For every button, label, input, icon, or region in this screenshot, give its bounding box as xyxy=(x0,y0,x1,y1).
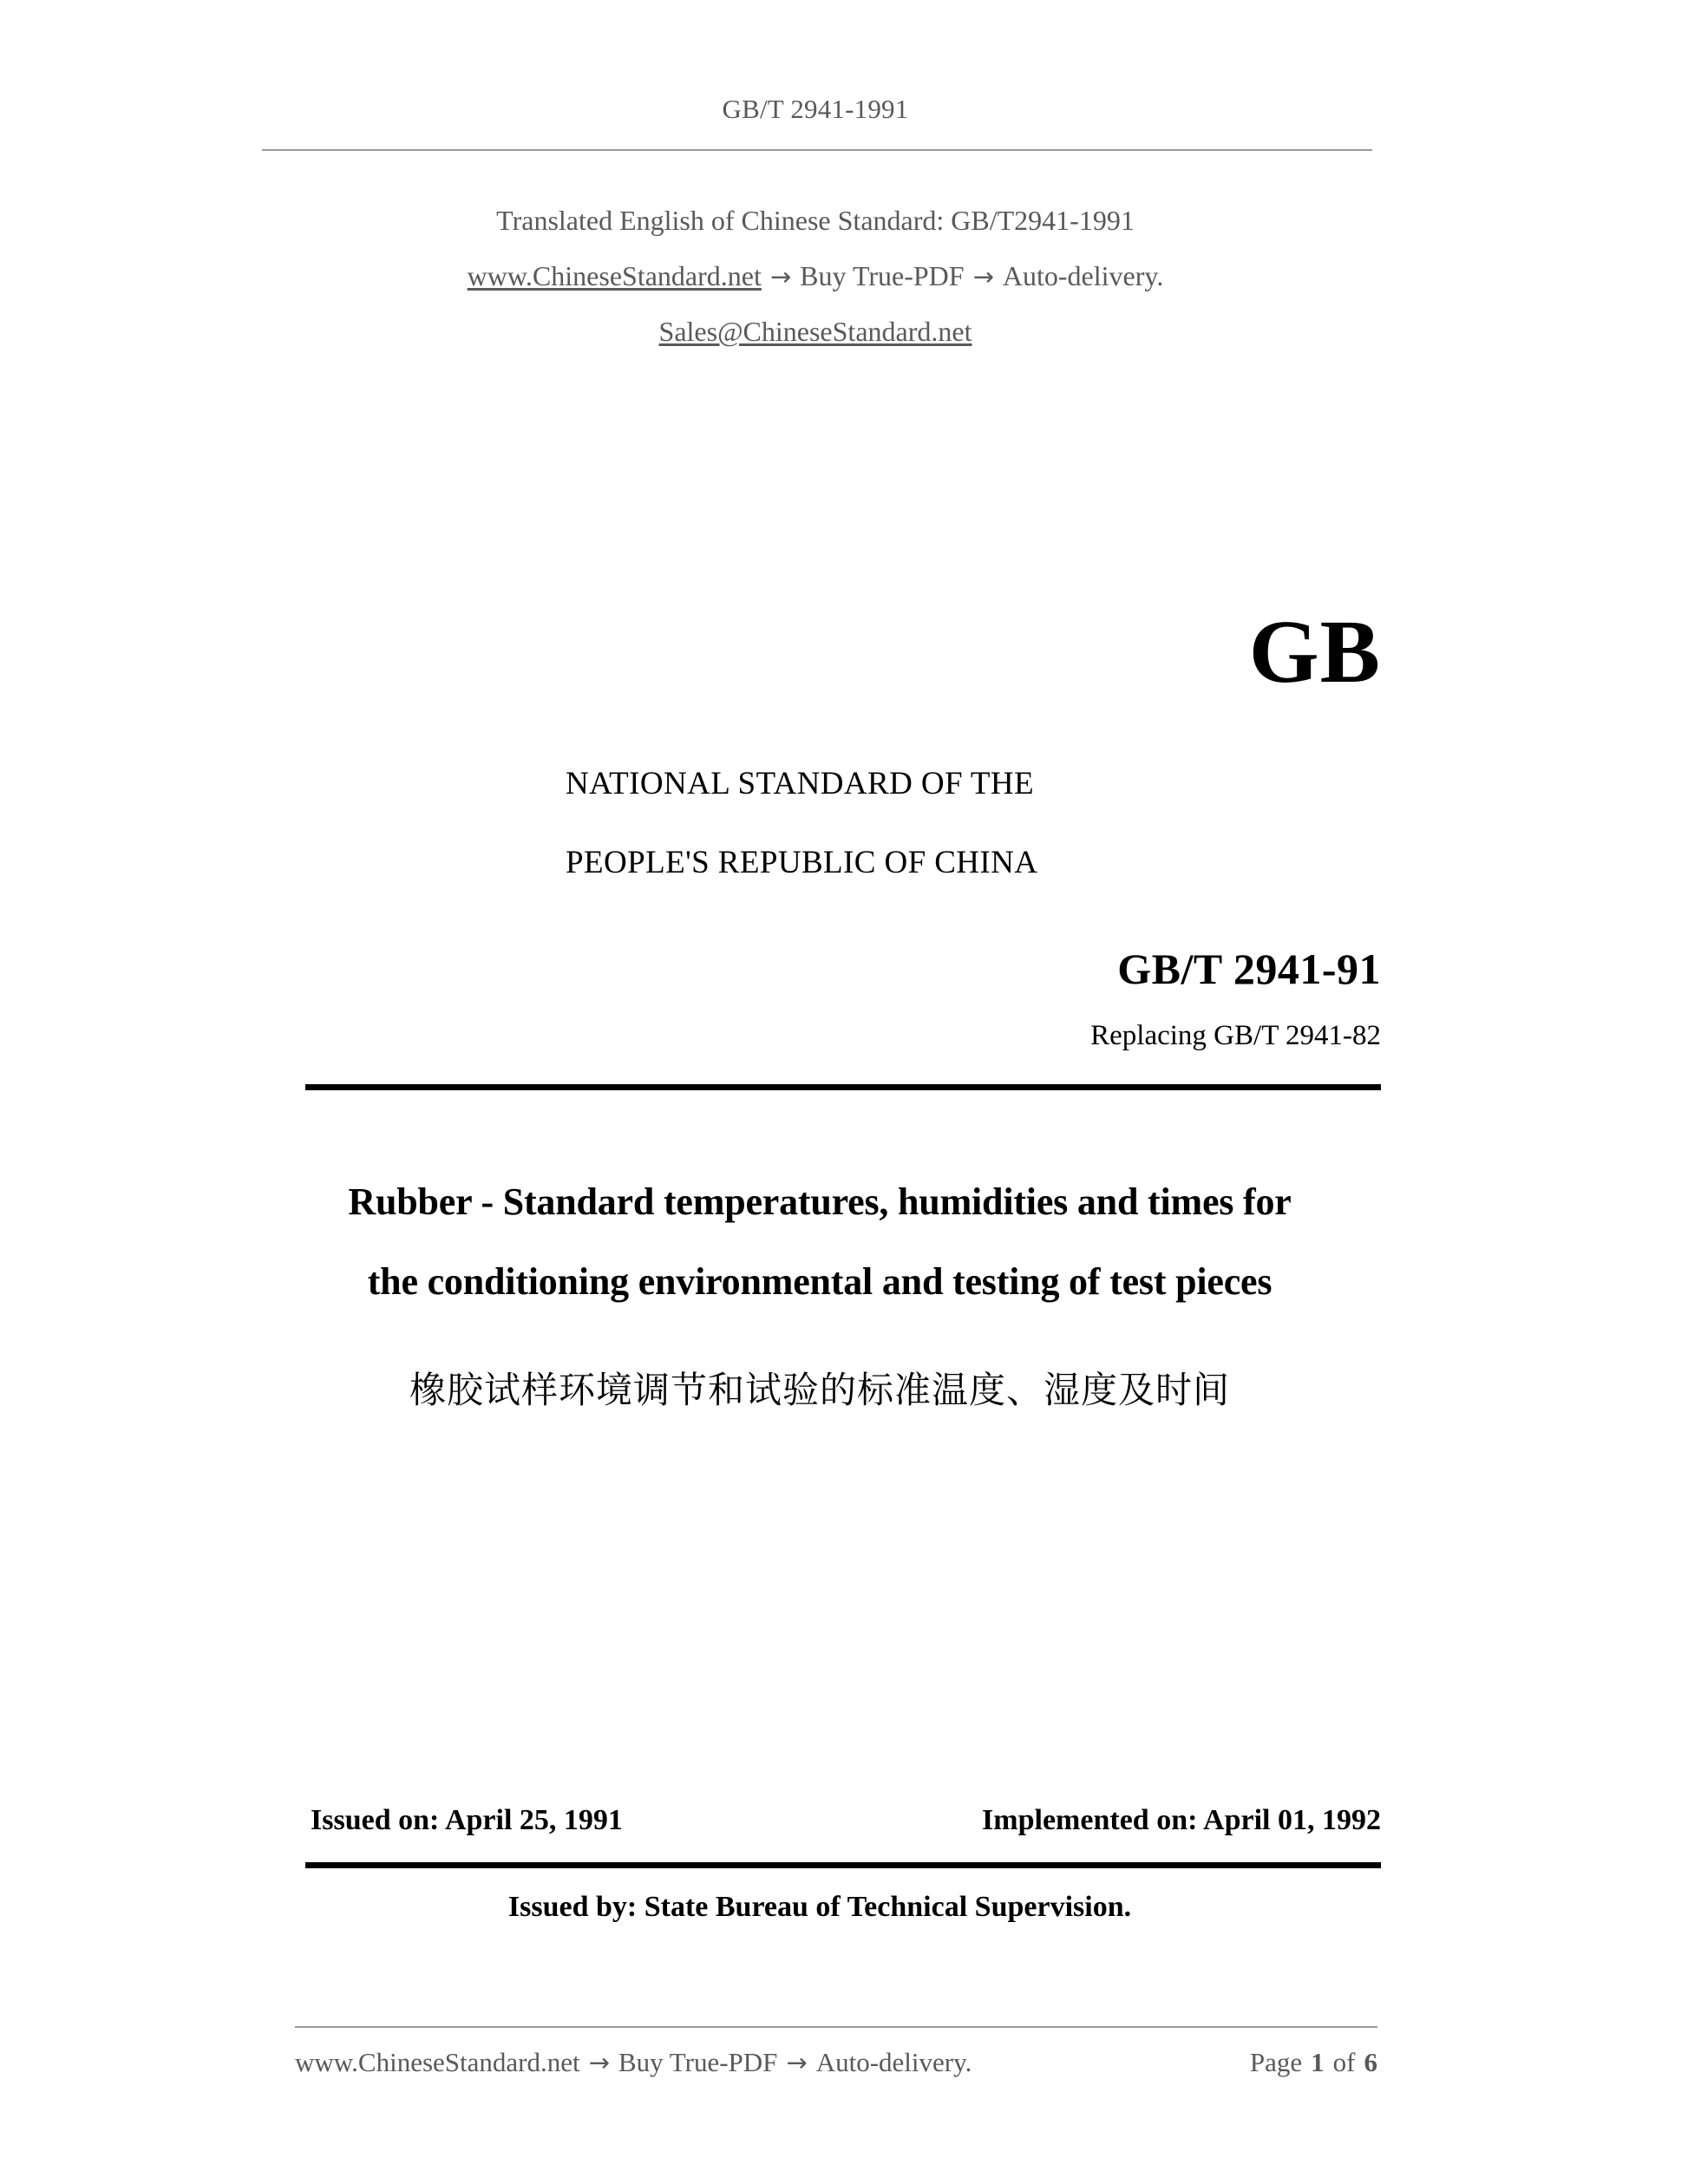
arrow-right-icon: → xyxy=(972,262,994,291)
page-title-chinese: 橡胶试样环境调节和试验的标准温度、湿度及时间 xyxy=(409,1369,1230,1411)
issued-on-date: Issued on: April 25, 1991 xyxy=(311,1804,623,1836)
page-title-line-2: the conditioning environmental and testing of test pieces xyxy=(367,1260,1273,1303)
arrow-right-icon: → xyxy=(786,2048,808,2077)
title-top-divider xyxy=(305,1084,1381,1090)
footer-promo-line xyxy=(295,2047,972,2078)
gb-logo: GB xyxy=(1248,602,1381,702)
translated-standard-note xyxy=(260,206,1371,234)
translated-standard-note-text: Translated English of Chinese Standard: GB/T2941-1991 xyxy=(496,205,1135,236)
auto-delivery-label: Auto-delivery. xyxy=(1002,260,1164,291)
arrow-right-icon: → xyxy=(769,262,792,291)
page-indicator xyxy=(954,2047,1377,2078)
footer-divider xyxy=(295,2026,1377,2028)
header-divider xyxy=(262,149,1372,151)
footer-buy-true-pdf-label: Buy True-PDF xyxy=(618,2047,778,2077)
footer-auto-delivery-label: Auto-delivery. xyxy=(815,2047,972,2077)
replacing-standard: Replacing GB/T 2941-82 xyxy=(1090,1020,1381,1051)
website-link[interactable]: www.ChineseStandard.net xyxy=(467,260,762,291)
promo-purchase-line xyxy=(260,262,1371,290)
arrow-right-icon: → xyxy=(588,2048,610,2077)
page-label: Page xyxy=(1249,2047,1303,2077)
page-of-label: of xyxy=(1332,2047,1356,2077)
issue-dates-row xyxy=(311,1804,1381,1837)
buy-true-pdf-label: Buy True-PDF xyxy=(800,260,965,291)
running-header-standard-code: GB/T 2941-1991 xyxy=(722,94,909,124)
issue-divider xyxy=(305,1862,1381,1868)
implemented-on-date: Implemented on: April 01, 1992 xyxy=(982,1804,1381,1836)
promo-email-line xyxy=(260,317,1371,345)
footer-website-link[interactable]: www.ChineseStandard.net xyxy=(295,2047,580,2077)
page-number: 1 xyxy=(1311,2047,1325,2077)
national-standard-line-2: PEOPLE'S REPUBLIC OF CHINA xyxy=(566,845,1038,880)
national-standard-line-1: NATIONAL STANDARD OF THE xyxy=(566,766,1035,801)
sales-email-link[interactable]: Sales@ChineseStandard.net xyxy=(658,316,972,347)
page-total: 6 xyxy=(1364,2047,1377,2077)
page-title-line-1: Rubber - Standard temperatures, humidities and times for xyxy=(348,1180,1292,1223)
standard-number: GB/T 2941-91 xyxy=(1117,945,1381,993)
issuing-authority: Issued by: State Bureau of Technical Supervision. xyxy=(507,1891,1132,1923)
